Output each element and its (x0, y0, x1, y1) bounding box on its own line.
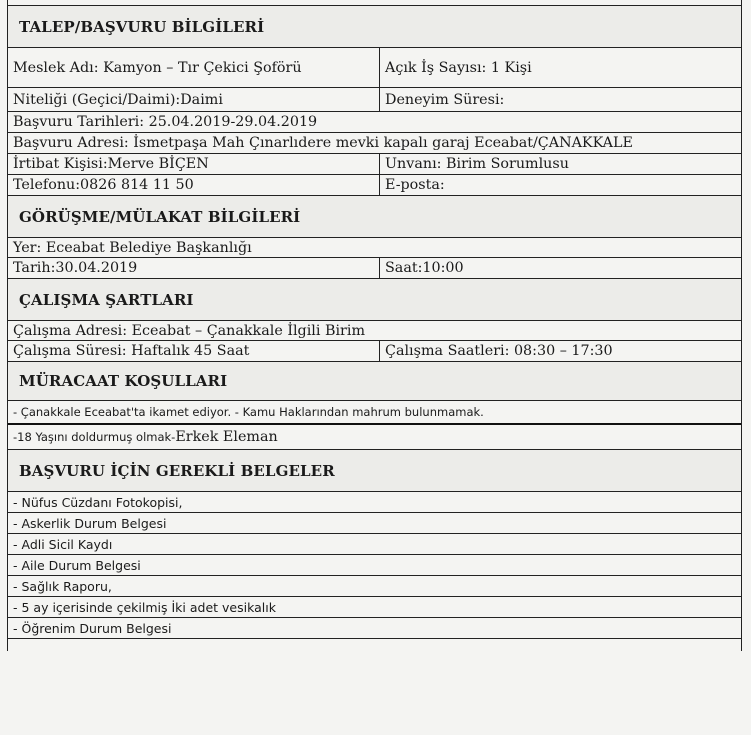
belge-item (8, 492, 741, 513)
calisma-suresi: Çalışma Süresi: Haftalık 45 Saat (13, 343, 250, 359)
bottom-edge (8, 639, 741, 651)
belge-item (8, 555, 741, 576)
telefon-field: Telefonu:0826 814 11 50 (13, 177, 194, 193)
section-title: TALEP/BAŞVURU BİLGİLERİ (19, 17, 265, 36)
belge-adli-sicil: - Adli Sicil Kaydı (13, 536, 113, 552)
belge-item (8, 534, 741, 555)
tarih-field: Tarih:30.04.2019 (13, 260, 138, 276)
deneyim-field: Deneyim Süresi: (379, 88, 741, 111)
belge-saglik: - Sağlık Raporu, (13, 578, 112, 594)
row-kosul-2 (8, 425, 741, 450)
calisma-saatleri: Çalışma Saatleri: 08:30 – 17:30 (379, 341, 741, 361)
row-nitelik (8, 88, 741, 112)
saat-field: Saat:10:00 (379, 258, 741, 278)
belge-item (8, 618, 741, 639)
nitelik-field: Niteliği (Geçici/Daimi):Daimi (13, 91, 223, 108)
section-header-gorusme (8, 196, 741, 238)
kosul-1: - Çanakkale Eceabat'ta ikamet ediyor. - Kamu Haklarından mahrum bulunmamak. (13, 405, 484, 419)
section-header-muracaat (8, 362, 741, 401)
kosul-2 (8, 425, 741, 449)
row-telefon (8, 175, 741, 196)
row-calisma-adresi (8, 321, 741, 341)
yer-field: Yer: Eceabat Belediye Başkanlığı (13, 239, 252, 256)
section-header-belgeler (8, 450, 741, 492)
job-posting-form (7, 0, 742, 651)
belge-aile-durum: - Aile Durum Belgesi (13, 557, 141, 573)
belge-askerlik: - Askerlik Durum Belgesi (13, 515, 167, 531)
row-tarihler (8, 112, 741, 133)
section-title: BAŞVURU İÇİN GEREKLİ BELGELER (19, 461, 335, 480)
row-tarih-saat (8, 258, 741, 279)
belge-item (8, 576, 741, 597)
row-meslek (8, 48, 741, 88)
section-title: GÖRÜŞME/MÜLAKAT BİLGİLERİ (19, 207, 301, 226)
section-header-calisma (8, 279, 741, 321)
belge-vesikalik: - 5 ay içerisinde çekilmiş İki adet vesikalık (13, 599, 276, 615)
section-header-talep (8, 6, 741, 48)
irtibat-field: İrtibat Kişisi:Merve BİÇEN (13, 156, 209, 172)
basvuru-tarihleri: Başvuru Tarihleri: 25.04.2019-29.04.2019 (13, 114, 318, 130)
row-irtibat (8, 154, 741, 175)
meslek-field: Meslek Adı: Kamyon – Tır Çekici Şoförü (13, 59, 302, 76)
section-title: ÇALIŞMA ŞARTLARI (19, 290, 194, 309)
belge-nufus: - Nüfus Cüzdanı Fotokopisi, (13, 494, 183, 510)
acik-is-field: Açık İş Sayısı: 1 Kişi (379, 48, 741, 87)
belge-item (8, 597, 741, 618)
kosul-2-gender: Erkek Eleman (175, 429, 278, 445)
eposta-field: E-posta: (379, 175, 741, 195)
belge-ogrenim: - Öğrenim Durum Belgesi (13, 620, 172, 636)
unvan-field: Unvanı: Birim Sorumlusu (379, 154, 741, 174)
calisma-adresi: Çalışma Adresi: Eceabat – Çanakkale İlgili Birim (13, 322, 365, 339)
section-title: MÜRACAAT KOŞULLARI (19, 372, 228, 390)
belge-item (8, 513, 741, 534)
row-yer (8, 238, 741, 258)
row-adres (8, 133, 741, 154)
row-kosul-1 (8, 401, 741, 425)
row-calisma-sure (8, 341, 741, 362)
basvuru-adresi: Başvuru Adresi: İsmetpaşa Mah Çınarlıdere mevki kapalı garaj Eceabat/ÇANAKKALE (13, 135, 633, 151)
kosul-2-age: -18 Yaşını doldurmuş olmak- (13, 430, 176, 444)
